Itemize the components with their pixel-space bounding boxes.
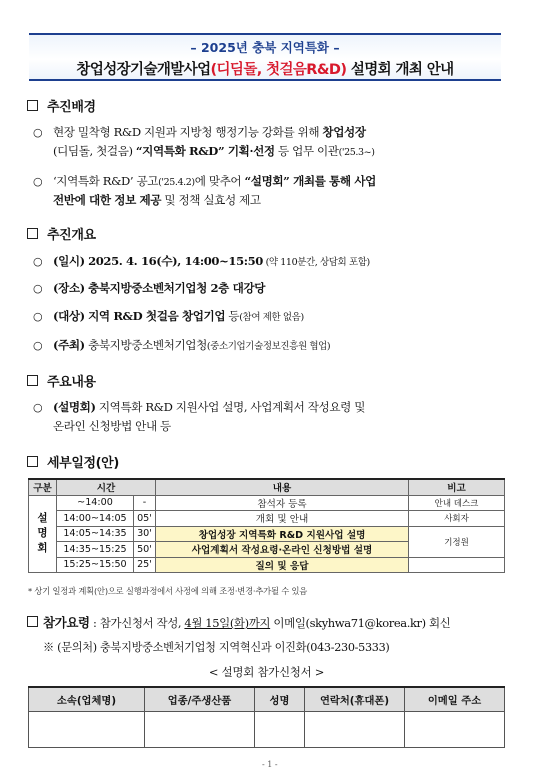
section-content-heading: 주요내용: [27, 371, 96, 390]
form-cell-company[interactable]: [29, 712, 145, 748]
section-schedule-heading: 세부일정(안): [27, 452, 119, 471]
title-highlight: (디딤돌, 첫걸음R&D): [210, 62, 347, 78]
title-suffix: 설명회 개최 안내: [346, 62, 454, 78]
circle-bullet-icon: ○: [33, 310, 43, 323]
group-label-cell: 설 명 회: [29, 495, 57, 573]
col-header-note: 비고: [409, 479, 505, 495]
table-row: 15:25~15:50 25' 질의 및 응답: [29, 557, 505, 573]
col-header-time: 시간: [57, 479, 156, 495]
circle-bullet-icon: ○: [33, 401, 43, 414]
form-cell-phone[interactable]: [305, 712, 405, 748]
table-row: 14:35~15:25 50' 사업계획서 작성요령·온라인 신청방법 설명: [29, 542, 505, 558]
application-form-caption: < 설명회 참가신청서 >: [208, 665, 325, 679]
circle-bullet-icon: ○: [33, 282, 43, 295]
form-header-name: 성명: [255, 687, 305, 712]
form-cell-email[interactable]: [405, 712, 505, 748]
application-form-table: [28, 686, 505, 748]
form-header-company: 소속(업체명): [29, 687, 145, 712]
checkbox-square-icon: [27, 375, 38, 386]
col-header-category: 구분: [29, 479, 57, 495]
section-background-heading: 추진배경: [27, 96, 96, 115]
form-cell-industry[interactable]: [145, 712, 255, 748]
form-header-row: [29, 687, 505, 712]
circle-bullet-icon: ○: [33, 339, 43, 352]
contact-info: ※ (문의처) 충북지방중소벤처기업청 지역혁신과 이진화(043-230-5333): [43, 641, 390, 654]
section-overview-heading: 추진개요: [27, 224, 96, 243]
table-row: 설 명 회 ~14:00 - 참석자 등록 안내 데스크: [29, 495, 505, 511]
form-header-industry: 업종/주생산품: [145, 687, 255, 712]
circle-bullet-icon: ○: [33, 175, 43, 188]
schedule-footnote: * 상기 일정과 계획(안)으로 실행과정에서 사정에 의해 조정·변경·추가될 수 있음: [28, 586, 308, 596]
email-text: (skyhwa71@korea.kr): [305, 616, 426, 630]
checkbox-square-icon: [27, 228, 38, 239]
checkbox-square-icon: [27, 100, 38, 111]
checkbox-square-icon: [27, 616, 38, 627]
table-row: 14:05~14:35 30' 창업성장 지역특화 R&D 지원사업 설명 기정원: [29, 526, 505, 542]
schedule-table: [28, 478, 505, 573]
circle-bullet-icon: ○: [33, 126, 43, 139]
page-number: - 1 -: [262, 760, 278, 769]
form-header-phone: 연락처(휴대폰): [305, 687, 405, 712]
table-row: 14:00~14:05 05' 개회 및 안내 사회자: [29, 511, 505, 527]
form-entry-row: [29, 712, 505, 748]
col-header-content: 내용: [156, 479, 409, 495]
title-line-1: – 2025년 충북 지역특화 –: [190, 40, 340, 55]
form-header-email: 이메일 주소: [405, 687, 505, 712]
deadline-text: 4월 15일(화)까지: [184, 616, 271, 630]
title-line-2: [29, 58, 501, 79]
circle-bullet-icon: ○: [33, 255, 43, 268]
title-main: 창업성장기술개발사업: [76, 62, 211, 78]
application-guide: 참가요령 : 참가신청서 작성, 4월 15일(화)까지 이메일(skyhwa71@korea.kr) 회신: [27, 613, 450, 631]
form-cell-name[interactable]: [255, 712, 305, 748]
checkbox-square-icon: [27, 456, 38, 467]
schedule-header-row: [29, 479, 505, 495]
document-title: [29, 33, 501, 81]
